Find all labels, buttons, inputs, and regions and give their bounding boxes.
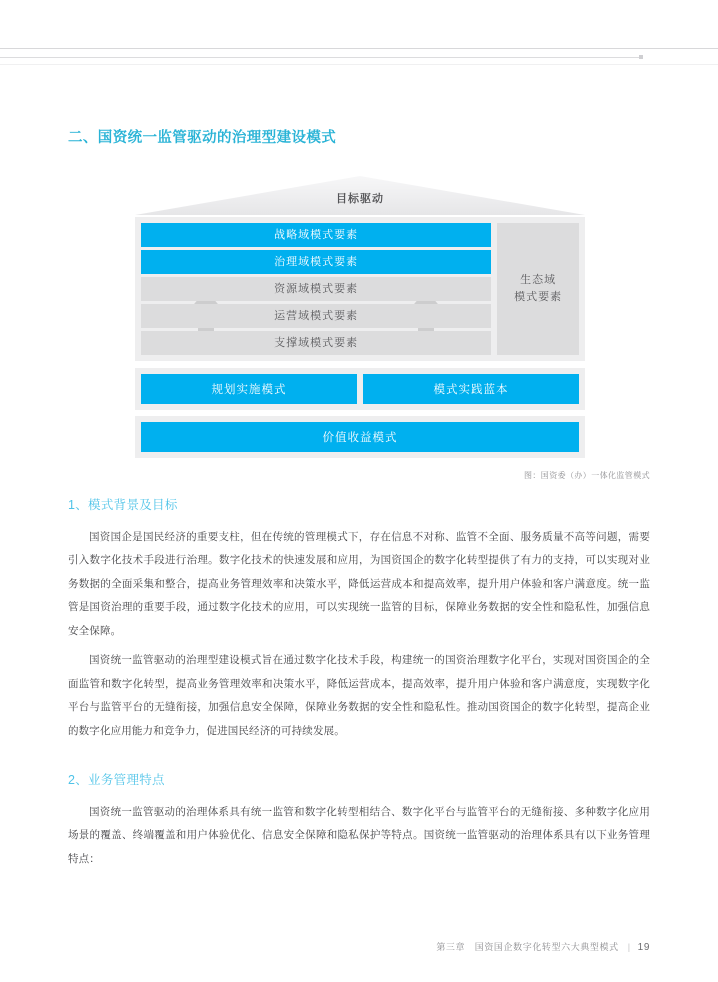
page-footer: [0, 940, 650, 953]
footer-page-number: 19: [637, 942, 650, 953]
ecosystem-label-line2: 模式要素: [514, 291, 563, 304]
layer-resource: 资源域模式要素: [141, 277, 491, 301]
base-cell-planning: 规划实施模式: [141, 374, 357, 404]
layer-operation: 运营域模式要素: [141, 304, 491, 328]
ecosystem-label-line1: 生态域: [520, 273, 557, 286]
diagram-layer-stack: [141, 223, 491, 355]
governance-model-diagram: [68, 174, 650, 481]
section-heading: 二、国资统一监管驱动的治理型建设模式: [68, 130, 337, 146]
page-content: [68, 0, 650, 871]
diagram-house: [135, 217, 585, 361]
layer-governance: 治理域模式要素: [141, 250, 491, 274]
paragraph-1-1: 国资国企是国民经济的重要支柱，但在传统的管理模式下，存在信息不对称、监管不全面、服务质量不高等问题，需要引入数字化技术手段进行治理。数字化技术的快速发展和应用，为国资国企的数字化转型提供了有力的支持，可以实现对业务数据的全面采集和整合，提高业务管理效率和决策水平，降低运营成本和提高效率，提升用户体验和客户满意度。统一监管是国资治理的重要手段，通过数字化技术的应用，可以实现统一监管的目标，保障业务数据的安全性和隐私性，加强信息安全保障。: [68, 530, 650, 637]
diagram-base-wide: [135, 416, 585, 458]
subsection-heading-1: 1、模式背景及目标: [68, 498, 178, 513]
footer-chapter: 第三章 国资国企数字化转型六大典型模式: [436, 942, 619, 952]
diagram-base-row: [135, 368, 585, 410]
figure-caption: 图：国资委（办）一体化监管模式: [524, 471, 650, 481]
paragraph-2-1: 国资统一监管驱动的治理体系具有统一监管和数字化转型相结合、数字化平台与监管平台的无缝衔接、多种数字化应用场景的覆盖、终端覆盖和用户体验优化、信息安全保障和隐私保护等特点。国资统一监管驱动的治理体系具有以下业务管理特点：: [68, 805, 650, 865]
base-cell-value: 价值收益模式: [141, 422, 579, 452]
roof-label: 目标驱动: [336, 193, 384, 206]
base-cell-blueprint: 模式实践蓝本: [363, 374, 579, 404]
subsection-heading-2: 2、业务管理特点: [68, 773, 165, 788]
footer-separator: |: [627, 942, 631, 952]
layer-ecosystem-panel: [497, 223, 579, 355]
layer-strategy: 战略域模式要素: [141, 223, 491, 247]
diagram-roof: [135, 174, 585, 217]
layer-support: 支撑域模式要素: [141, 331, 491, 355]
paragraph-1-2: 国资统一监管驱动的治理型建设模式旨在通过数字化技术手段，构建统一的国资治理数字化平台，实现对国资国企的全面监管和数字化转型，提高业务管理效率和决策水平，降低运营成本，提高效率，提升用户体验和客户满意度，实现数字化平台与监管平台的无缝衔接，加强信息安全保障，保障业务数据的安全性和隐私性。推动国资国企的数字化转型，提高企业的数字化应用能力和竞争力，促进国民经济的可持续发展。: [68, 654, 650, 737]
